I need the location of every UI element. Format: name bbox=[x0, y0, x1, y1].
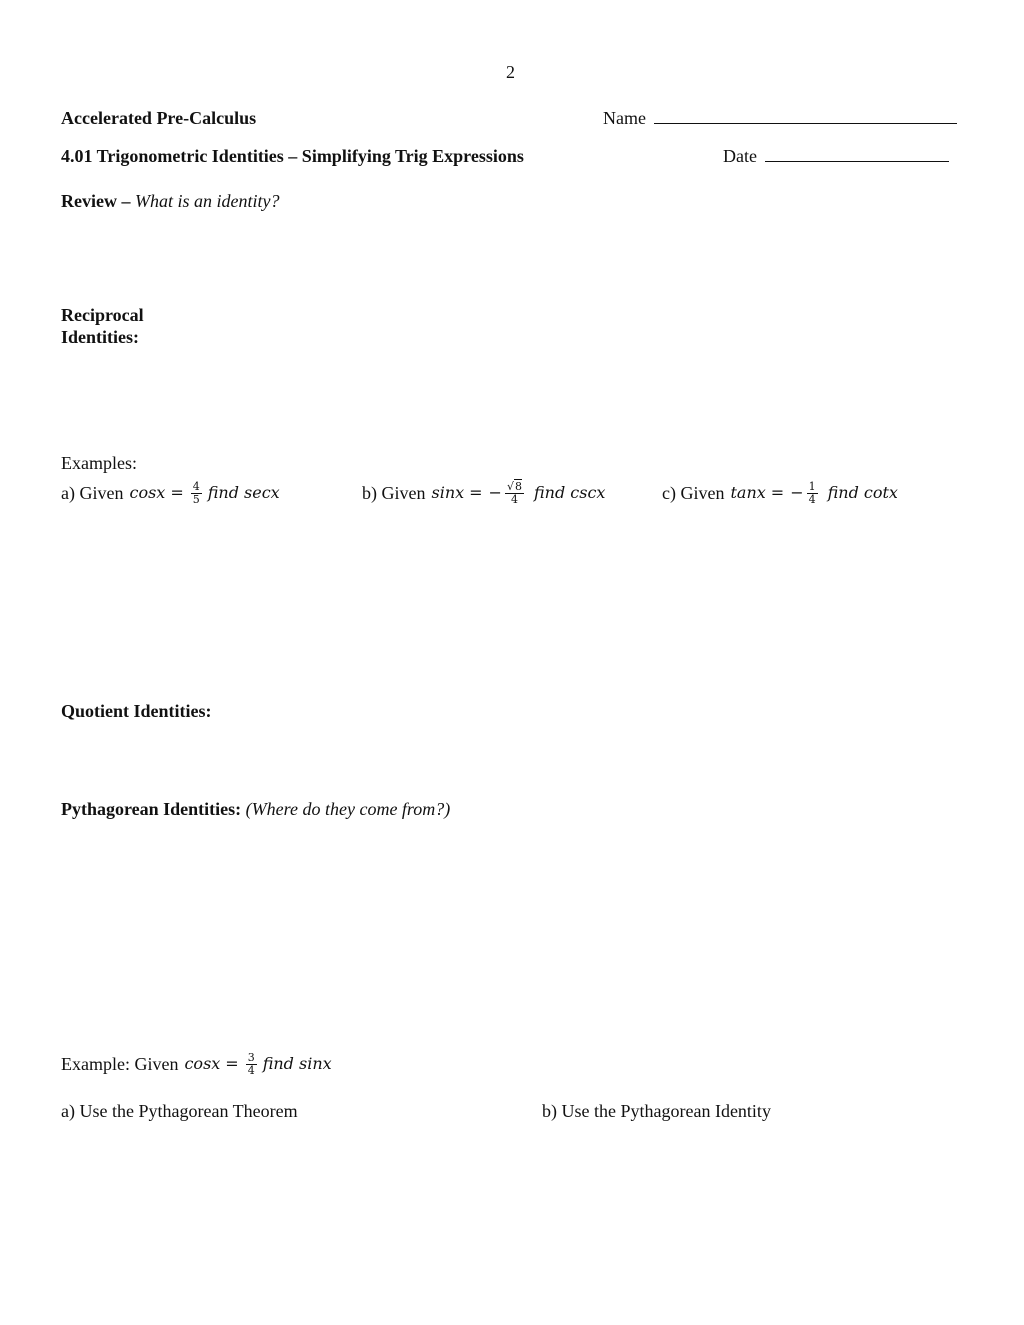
name-label: Name bbox=[603, 108, 646, 128]
example2-fraction bbox=[246, 1052, 257, 1077]
example-c bbox=[662, 478, 898, 508]
example2-prefix: Example: Given bbox=[61, 1054, 179, 1074]
example-b-num bbox=[505, 481, 524, 494]
example-a-fraction bbox=[191, 481, 202, 506]
example-c-num: 1 bbox=[808, 479, 816, 493]
example-b-find: find cscx bbox=[533, 483, 606, 502]
name-field[interactable] bbox=[603, 107, 957, 129]
example-b-radicand: 8 bbox=[514, 479, 522, 493]
example-c-eq: = bbox=[770, 483, 785, 502]
reciprocal-heading-line1: Reciprocal bbox=[61, 305, 144, 325]
example-c-fraction bbox=[807, 481, 818, 506]
example-c-var: tanx bbox=[730, 483, 766, 502]
example-a-var: cosx bbox=[129, 483, 166, 502]
example-given-cos bbox=[61, 1049, 332, 1079]
reciprocal-heading-line2: Identities: bbox=[61, 327, 139, 347]
example-a-find: find secx bbox=[207, 483, 280, 502]
review-question: What is an identity? bbox=[134, 191, 280, 211]
example-a-num: 4 bbox=[192, 479, 200, 493]
example-b-den: 4 bbox=[510, 492, 518, 506]
date-label: Date bbox=[723, 146, 757, 166]
part-b-instruction: b) Use the Pythagorean Identity bbox=[542, 1101, 771, 1121]
review-prompt bbox=[61, 190, 279, 212]
example-b bbox=[362, 478, 605, 508]
example-c-find: find cotx bbox=[827, 483, 898, 502]
sqrt-symbol: √8 bbox=[506, 479, 522, 493]
lesson-title: 4.01 Trigonometric Identities – Simplifying Trig Expressions bbox=[61, 146, 524, 166]
quotient-heading: Quotient Identities: bbox=[61, 701, 212, 721]
review-label: Review – bbox=[61, 191, 131, 211]
pythagorean-label: Pythagorean Identities: bbox=[61, 799, 242, 819]
pythagorean-heading bbox=[61, 798, 450, 820]
example-b-prefix: b) Given bbox=[362, 483, 426, 503]
example-c-prefix: c) Given bbox=[662, 483, 725, 503]
example2-den: 4 bbox=[247, 1063, 255, 1077]
example2-find: find sinx bbox=[262, 1054, 332, 1073]
date-field[interactable] bbox=[723, 145, 949, 167]
example2-var: cosx bbox=[184, 1054, 221, 1073]
example-b-sign: − bbox=[488, 483, 502, 502]
example-a-eq: = bbox=[170, 483, 184, 502]
pythagorean-note: (Where do they come from?) bbox=[245, 799, 451, 819]
example-a-den: 5 bbox=[192, 492, 200, 506]
example-b-fraction bbox=[505, 481, 524, 506]
page-number: 2 bbox=[506, 62, 515, 82]
example-c-den: 4 bbox=[808, 492, 816, 506]
part-a-instruction: a) Use the Pythagorean Theorem bbox=[61, 1101, 298, 1121]
example-c-sign: − bbox=[790, 483, 804, 502]
date-blank-line[interactable] bbox=[765, 147, 949, 162]
example-b-var: sinx bbox=[431, 483, 465, 502]
example-a bbox=[61, 478, 280, 508]
example-a-prefix: a) Given bbox=[61, 483, 124, 503]
examples-label: Examples: bbox=[61, 453, 137, 473]
course-title: Accelerated Pre-Calculus bbox=[61, 108, 257, 128]
example2-eq: = bbox=[225, 1054, 239, 1073]
name-blank-line[interactable] bbox=[654, 109, 957, 124]
example-b-eq: = bbox=[469, 483, 483, 502]
example2-num: 3 bbox=[247, 1050, 255, 1064]
